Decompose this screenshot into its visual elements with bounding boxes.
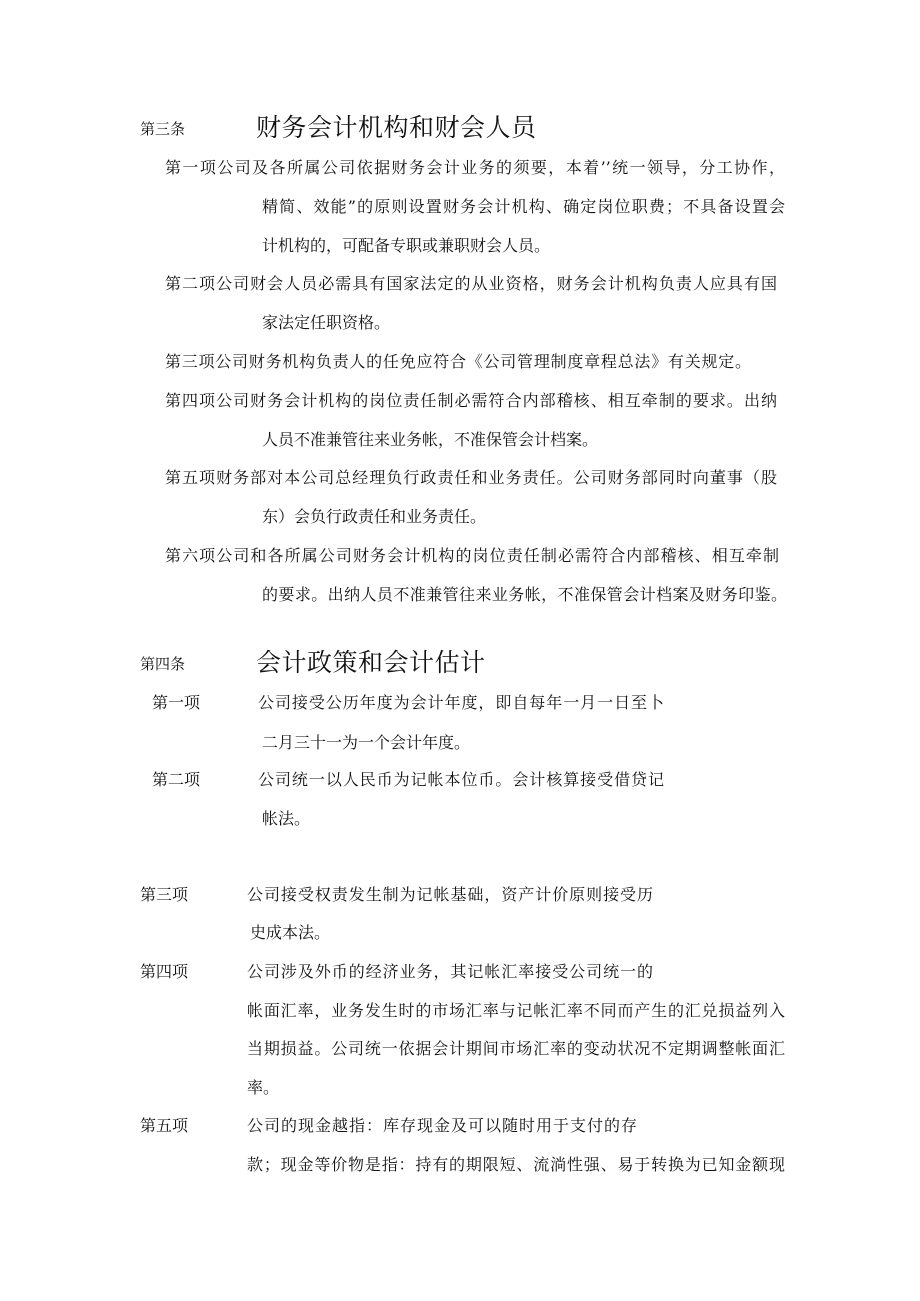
a3-item6-line1: 第六项公司和各所属公司财务会计机构的岗位责任制必需符合内部稽核、相互牵制	[165, 546, 779, 565]
article-4-title: 会计政策和会计估计	[256, 648, 486, 677]
a4-item3-line1: 公司接受权责发生制为记帐基础，资产计价原则接受历	[247, 885, 653, 904]
a4-item3-label: 第三项	[140, 885, 189, 904]
a3-item5-line2: 东）会负行政责任和业务责任。	[262, 507, 487, 526]
article-3-title: 财务会计机构和财会人员	[256, 113, 537, 142]
a4-item1-line2: 二月三十一为一个会计年度。	[262, 733, 471, 752]
a4-item5-line1: 公司的现金越指：库存现金及可以随时用于支付的存	[247, 1116, 637, 1135]
a3-item1-line1: 第一项公司及各所属公司依据财务会计业务的须要，本着’’统一领导，分工协作，	[165, 158, 785, 177]
article-3-label: 第三条	[140, 120, 186, 138]
a4-item2-line2: 帐法。	[262, 809, 311, 828]
a3-item5-line1: 第五项财务部对本公司总经理负行政责任和业务责任。公司财务部同时向董事（股	[165, 468, 777, 487]
a3-item4-line1: 第四项公司财务会计机构的岗位责任制必需符合内部稽核、相互牵制的要求。出纳	[165, 391, 777, 410]
a3-item2-line1: 第二项公司财会人员必需具有国家法定的从业资格，财务会计机构负责人应具有国	[165, 274, 777, 293]
a4-item4-line3: 当期损益。公司统一依据会计期间市场汇率的变动状况不定期调整帐面汇	[247, 1039, 785, 1058]
a4-item4-line2: 帐面汇率，业务发生时的市场汇率与记帐汇率不同而产生的汇兑损益列入	[247, 1001, 785, 1020]
a4-item2-label: 第二项	[152, 770, 201, 789]
a4-item4-label: 第四项	[140, 962, 189, 981]
a4-item4-line4: 率。	[247, 1078, 280, 1097]
a4-item4-line1: 公司涉及外币的经济业务，其记帐汇率接受公司统一的	[247, 962, 653, 981]
a3-item1-line2: 精简、效能”的原则设置财务会计机构、确定岗位职费；不具备设置会	[262, 197, 785, 216]
a4-item2-line1: 公司统一以人民币为记帐本位币。会计核算接受借贷记	[258, 770, 664, 789]
a3-item4-line2: 人员不准兼管往来业务帐，不准保管会计档案。	[262, 430, 599, 449]
a3-item3-line1: 第三项公司财务机构负责人的任免应符合《公司管理制度章程总法》有关规定。	[165, 352, 751, 371]
a4-item5-label: 第五项	[140, 1116, 189, 1135]
a3-item2-line2: 家法定任职资格。	[262, 313, 391, 332]
a4-item3-line2: 史成本法。	[250, 923, 331, 942]
article-4-label: 第四条	[140, 655, 186, 673]
a4-item1-label: 第一项	[152, 693, 201, 712]
a3-item6-line2: 的要求。出纳人员不准兼管往来业务帐，不准保管会计档案及财务印鉴。	[262, 585, 787, 604]
a4-item5-line2: 款；现金等价物是指：持有的期限短、流淌性强、易于转换为已知金额现	[247, 1155, 785, 1174]
a3-item1-line3: 计机构的，可配备专职或兼职财会人员。	[262, 236, 551, 255]
a4-item1-line1: 公司接受公历年度为会计年度，即自每年一月一日至卜	[258, 693, 664, 712]
